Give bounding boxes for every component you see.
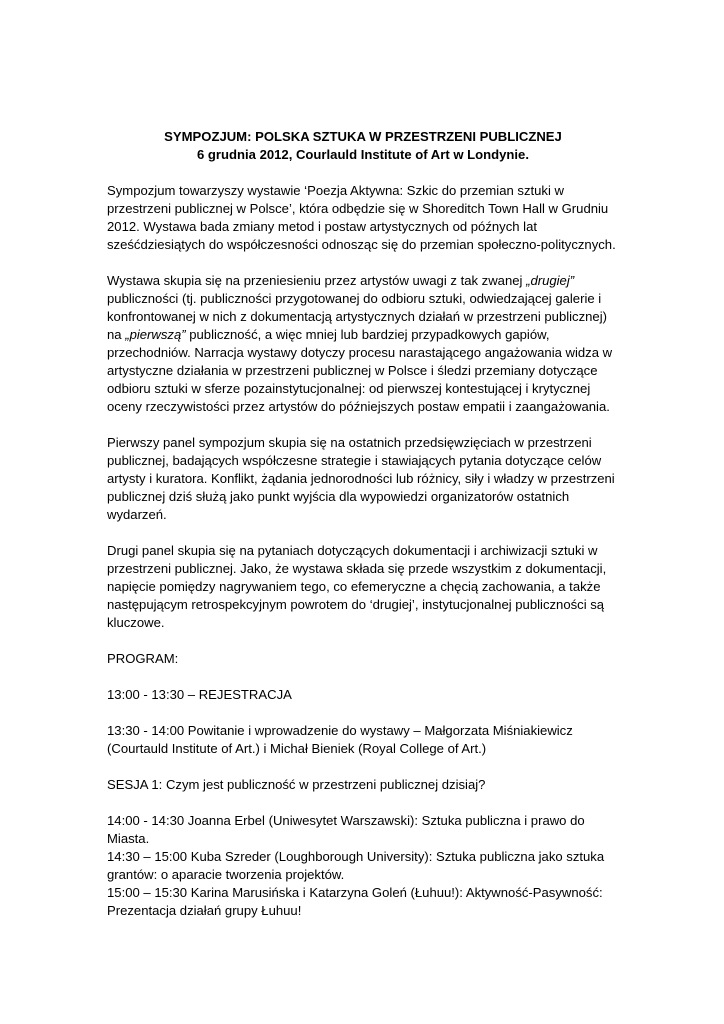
paragraph-intro: Sympozjum towarzyszy wystawie ‘Poezja Aktywna: Szkic do przemian sztuki w przestrzeni publicznej w Polsce’, która odbędzie się w Shoreditch Town Hall w Grudniu 2012. Wystawa bada zmiany metod i postaw artystycznych od późnych lat sześćdziesiątych do współczesności odnosząc się do przemian społeczno-politycznych.	[107, 183, 616, 252]
program-heading: PROGRAM:	[107, 651, 179, 666]
document-page	[107, 128, 619, 920]
emphasis-drugiej: „drugiej”	[526, 273, 575, 288]
paragraph-exhibition	[107, 272, 619, 416]
emphasis-pierwsza: „pierwszą”	[125, 327, 186, 342]
title-line-1: SYMPOZJUM: POLSKA SZTUKA W PRZESTRZENI PUBLICZNEJ	[164, 129, 562, 144]
program-session-1: SESJA 1: Czym jest publiczność w przestrzeni publicznej dzisiaj?	[107, 777, 486, 792]
program-talk-3: 15:00 – 15:30 Karina Marusińska i Katarzyna Goleń (Łuhuu!): Aktywność-Pasywność: Prezentacja działań grupy Łuhuu!	[107, 885, 603, 918]
document-title	[107, 128, 619, 164]
paragraph-exhibition-part-1: Wystawa skupia się na przeniesieniu przez artystów uwagi z tak zwanej	[107, 273, 527, 288]
paragraph-exhibition-part-3: publiczność, a więc mniej lub bardziej przypadkowych gapiów, przechodniów. Narracja wystawy dotyczy procesu narastającego angażowania widza w artystyczne działania w przestrzeni publicznej w Polsce i śledzi przemiany dotyczące odbioru sztuki w sferze pozainstytucjonalnej: od pierwszej kontestującej i krytycznej oceny rzeczywistości przez artystów do późniejszych postaw empatii i zaangażowania.	[107, 327, 613, 414]
program-talk-1: 14:00 - 14:30 Joanna Erbel (Uniwesytet Warszawski): Sztuka publiczna i prawo do Miasta.	[107, 813, 585, 846]
paragraph-panel-2: Drugi panel skupia się na pytaniach dotyczących dokumentacji i archiwizacji sztuki w przestrzeni publicznej. Jako, że wystawa składa się przede wszystkim z dokumentacji, napięcie pomiędzy nagrywaniem tego, co efemeryczne a chęcią zachowania, a także następującym retrospekcyjnym powrotem do ‘drugiej’, instytucjonalnej publiczności są kluczowe.	[107, 543, 607, 630]
title-line-2: 6 grudnia 2012, Courlauld Institute of Art w Londynie.	[197, 147, 529, 162]
program-registration: 13:00 - 13:30 – REJESTRACJA	[107, 687, 292, 702]
paragraph-panel-1: Pierwszy panel sympozjum skupia się na ostatnich przedsięwzięciach w przestrzeni publicznej, badających współczesne strategie i stawiających pytania dotyczące celów artysty i kuratora. Konflikt, żądania jednorodności lub różnicy, siły i władzy w przestrzeni publicznej dziś służą jako punkt wyjścia dla wypowiedzi organizatorów ostatnich wydarzeń.	[107, 435, 615, 522]
program-welcome: 13:30 - 14:00 Powitanie i wprowadzenie do wystawy – Małgorzata Miśniakiewicz (Courtauld Institute of Art.) i Michał Bieniek (Royal College of Art.)	[107, 723, 573, 756]
program-talk-2: 14:30 – 15:00 Kuba Szreder (Loughborough University): Sztuka publiczna jako sztuka grantów: o aparacie tworzenia projektów.	[107, 849, 605, 882]
paragraph-exhibition-part-2: publiczności (tj. publiczności przygotowanej do odbioru sztuki, odwiedzającej galerie i konfrontowanej w nich z dokumentacją artystycznych działań w przestrzeni publicznej) na	[107, 291, 607, 342]
